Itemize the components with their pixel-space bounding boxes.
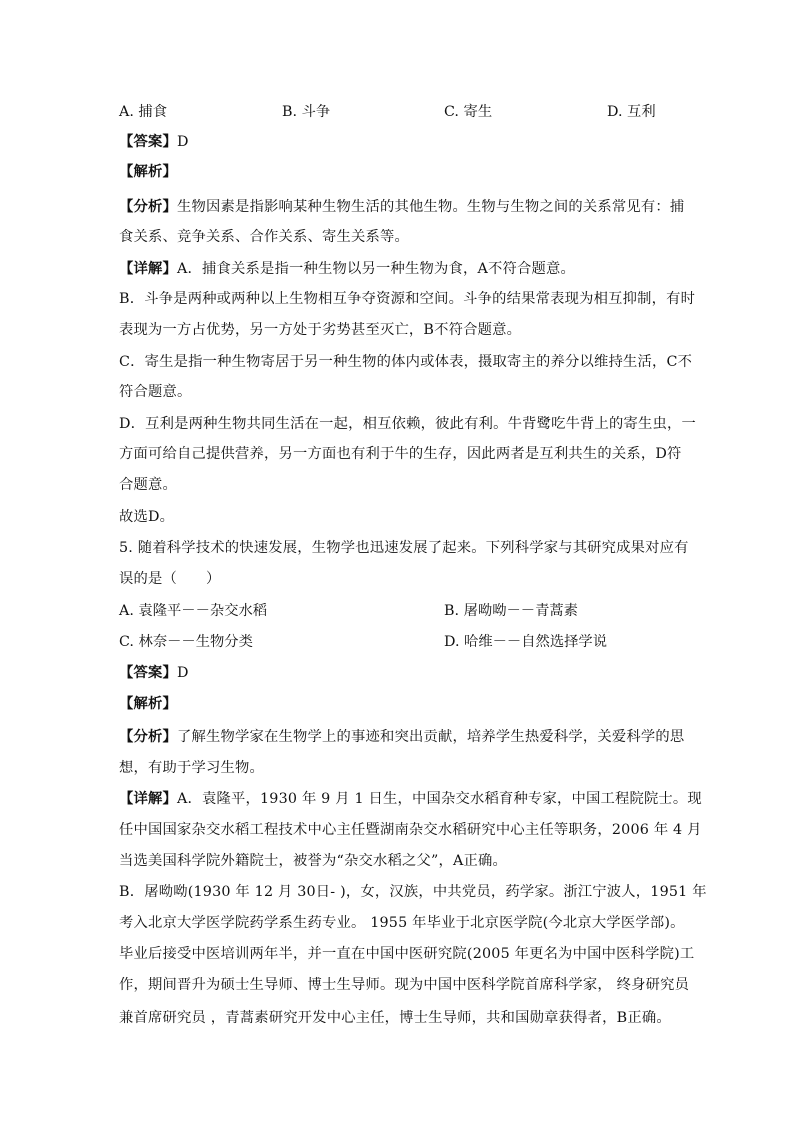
q5-fenxi-tag: 【分析】 [119, 729, 177, 745]
q4-conclusion: 故选D。 [119, 509, 175, 525]
q5-option-d: D. 哈维－－自然选择学说 [444, 634, 608, 650]
q4-c-line1: C．寄生是指一种生物寄居于另一种生物的体内或体表，摄取寄主的养分以维持生活，C不 [119, 354, 693, 370]
q4-fenxi-tag: 【分析】 [119, 199, 177, 215]
q4-xiangjie-tag: 【详解】 [119, 261, 177, 277]
q5-fenxi-line2: 想，有助于学习生物。 [119, 760, 264, 776]
q5-b-line4: 作，期间晋升为硕士生导师、博士生导师。现为中国中医科学院首席科学家， 终身研究员 [119, 977, 690, 993]
q4-analysis-heading: 【解析】 [119, 164, 177, 180]
q5-xiangjie-tag: 【详解】 [119, 791, 177, 807]
q4-b-line1: B．斗争是两种或两种以上生物相互争夺资源和空间。斗争的结果常表现为相互抑制，有时 [119, 291, 696, 307]
q5-a-line2: 任中国国家杂交水稻工程技术中心主任暨湖南杂交水稻研究中心主任等职务，2006 年 4 月 [119, 822, 702, 838]
q4-xiangjie-text1: A．捕食关系是指一种生物以另一种生物为食，A不符合题意。 [177, 261, 575, 277]
q5-stem-line1: 5. 随着科学技术的快速发展，生物学也迅速发展了起来。下列科学家与其研究成果对应有 [119, 540, 689, 556]
q5-option-a: A. 袁隆平－－杂交水稻 [119, 603, 268, 619]
q5-b-line3: 毕业后接受中医培训两年半，并一直在中国中医研究院(2005 年更名为中国中医科学院)工 [119, 946, 695, 962]
q5-b-line1: B．屠呦呦(1930 年 12 月 30日- )，女，汉族，中共党员，药学家。浙江宁波人，1951 年 [119, 884, 707, 900]
q5-option-c: C. 林奈－－生物分类 [119, 634, 253, 650]
q4-d-line1: D．互利是两种生物共同生活在一起，相互依赖，彼此有利。牛背鹭吃牛背上的寄生虫，一 [119, 416, 697, 432]
q4-d-line2: 方面可给自己提供营养，另一方面也有利于牛的生存，因此两者是互利共生的关系，D符 [119, 446, 682, 462]
q5-xiangjie-line1 [119, 789, 702, 809]
q4-b-line2: 表现为一方占优势，另一方处于劣势甚至灭亡，B不符合题意。 [119, 322, 522, 338]
q5-fenxi-text1: 了解生物学家在生物学上的事迹和突出贡献，培养学生热爱科学，关爱科学的思 [177, 729, 685, 745]
q4-answer [119, 132, 676, 152]
q4-option-a: A. 捕食 [119, 104, 168, 120]
q4-answer-tag: 【答案】 [119, 134, 177, 150]
q4-xiangjie-line1 [119, 259, 676, 279]
q4-answer-value: D [177, 134, 189, 150]
q4-option-d: D. 互利 [607, 104, 656, 120]
q5-answer-tag: 【答案】 [119, 665, 177, 681]
q5-stem-line2: 误的是（ ） [119, 571, 221, 587]
q5-b-line2: 考入北京大学医学院药学系生药专业。 1955 年毕业于北京医学院(今北京大学医学部)。 [119, 915, 685, 931]
q4-c-line2: 符合题意。 [119, 384, 192, 400]
q4-fenxi-text1: 生物因素是指影响某种生物生活的其他生物。生物与生物之间的关系常见有：捕 [177, 199, 685, 215]
q5-option-b: B. 屠呦呦－－青蒿素 [444, 603, 578, 619]
q5-analysis-heading: 【解析】 [119, 696, 177, 712]
q4-fenxi-line2: 食关系、竞争关系、合作关系、寄生关系等。 [119, 229, 409, 245]
q5-answer [119, 663, 676, 683]
q5-answer-value: D [177, 665, 189, 681]
q4-option-c: C. 寄生 [444, 104, 493, 120]
q4-d-line3: 合题意。 [119, 477, 177, 493]
q4-fenxi-line1 [119, 197, 685, 217]
q5-b-line5: 兼首席研究员 ，青蒿素研究开发中心主任，博士生导师，共和国勋章获得者，B正确。 [119, 1010, 671, 1026]
q5-fenxi-line1 [119, 727, 685, 747]
q4-option-b: B. 斗争 [282, 104, 331, 120]
q5-a-line3: 当选美国科学院外籍院士，被誉为“杂交水稻之父”，A正确。 [119, 853, 507, 869]
q5-xiangjie-text1: A．袁隆平，1930 年 9 月 1 日生，中国杂交水稻育种专家，中国工程院院士。现 [177, 791, 702, 807]
